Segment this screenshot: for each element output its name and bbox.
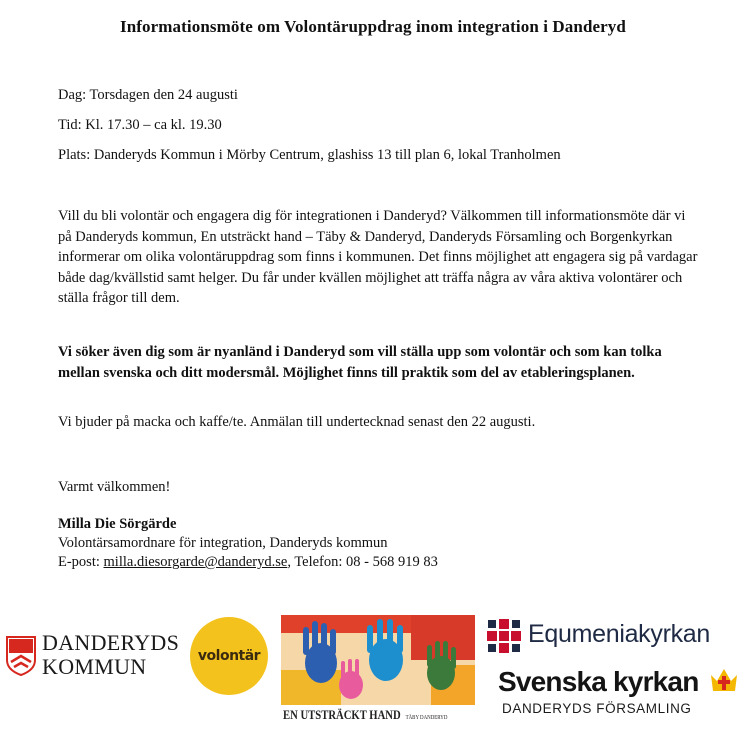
place-line: Plats: Danderyds Kommun i Mörby Centrum, glashiss 13 till plan 6, lokal Tranholmen	[58, 147, 561, 163]
svenska-kyrkan-wordmark: Svenska kyrkan	[498, 666, 699, 697]
danderyd-wordmark	[42, 631, 179, 679]
time-line: Tid: Kl. 17.30 – ca kl. 19.30	[58, 117, 222, 133]
email-label: E-post:	[58, 554, 104, 570]
danderyd-shield-icon	[6, 636, 36, 676]
danderyd-line2: KOMMUN	[42, 654, 147, 679]
equmenia-cross-icon	[486, 618, 522, 654]
hand-caption-main: EN UTSTRÄCKT HAND	[283, 707, 401, 722]
signature-contact	[58, 553, 438, 572]
volontar-wordmark: volontär	[197, 648, 261, 664]
signature-role: Volontärsamordnare för integration, Danderyds kommun	[58, 535, 388, 551]
phone-text: , Telefon: 08 - 568 919 83	[287, 554, 438, 570]
registration-paragraph: Vi bjuder på macka och kaffe/te. Anmälan till undertecknad senast den 22 augusti.	[58, 414, 536, 430]
danderyd-line1: DANDERYDS	[42, 630, 180, 655]
handprints-logo-image	[281, 615, 475, 705]
document-title: Informationsmöte om Volontäruppdrag inom integration i Danderyd	[120, 17, 626, 36]
signature-block	[58, 515, 438, 572]
svenska-kyrkan-subtitle: DANDERYDS FÖRSAMLING	[502, 701, 692, 716]
svenska-kyrkan-crown-icon	[708, 665, 740, 697]
hand-caption	[283, 707, 448, 723]
equmenia-wordmark: Equmeniakyrkan	[528, 620, 711, 648]
intro-paragraph: Vill du bli volontär och engagera dig för integrationen i Danderyd? Välkommen till informationsmöte där vi på Danderyds kommun, En utsträckt hand – Täby & Danderyd, Danderyds Församling och Borgenkyrkan informerar om olika volontäruppdrag som finns i kommunen. Det finns möjlighet att engagera sig på vardagar både dag/kvällstid samt helger. Du får under kvällen möjlighet att träffa några av våra aktiva volontärer och ställa frågor till dem.	[58, 208, 698, 307]
email-link[interactable]: milla.diesorgarde@danderyd.se	[103, 554, 288, 570]
newcomer-paragraph: Vi söker även dig som är nyanländ i Danderyd som vill ställa upp som volontär och som kan tolka mellan svenska och ditt modersmål. Möjlighet finns till praktik som del av etableringsplanen.	[58, 344, 662, 381]
signature-name: Milla Die Sörgärde	[58, 516, 177, 532]
hand-caption-sub: TÄBY DANDERYD	[405, 715, 448, 721]
closing-greeting: Varmt välkommen!	[58, 479, 171, 495]
volontar-logo	[190, 617, 268, 695]
date-line: Dag: Torsdagen den 24 augusti	[58, 87, 238, 103]
